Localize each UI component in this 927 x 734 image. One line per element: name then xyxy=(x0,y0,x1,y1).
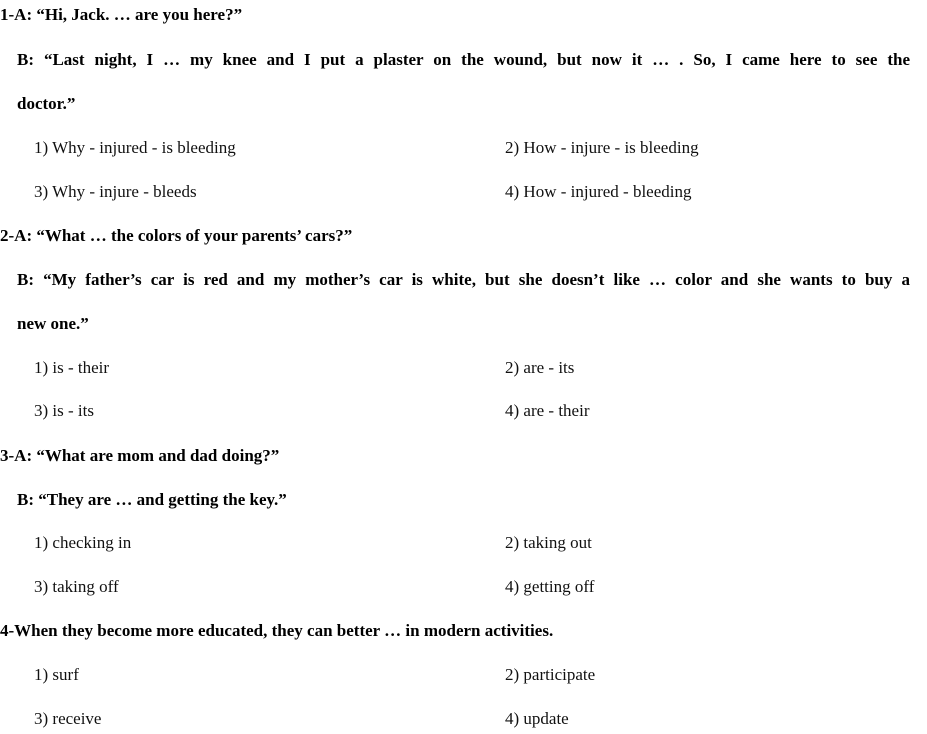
question-1-response-line-2: doctor.” xyxy=(17,94,76,113)
question-2-response-line-2: new one.” xyxy=(17,314,89,333)
question-3-option-2[interactable]: 2) taking out xyxy=(505,533,592,552)
question-1-response-line-1: B: “Last night, I … my knee and I put a plaster on the wound, but now it … . So, I came here to see the xyxy=(17,50,910,69)
question-4-prompt: 4-When they become more educated, they can better … in modern activities. xyxy=(0,621,554,640)
question-2-option-2[interactable]: 2) are - its xyxy=(505,358,575,377)
question-2-response-line-1: B: “My father’s car is red and my mother’s car is white, but she doesn’t like … color and she wants to buy a xyxy=(17,270,910,289)
question-4-option-3[interactable]: 3) receive xyxy=(34,709,102,728)
question-4-option-1[interactable]: 1) surf xyxy=(34,665,79,684)
question-1-option-3[interactable]: 3) Why - injure - bleeds xyxy=(34,182,197,201)
question-3-response-line-1: B: “They are … and getting the key.” xyxy=(17,490,287,509)
question-1-option-1[interactable]: 1) Why - injured - is bleeding xyxy=(34,138,236,157)
question-2-option-1[interactable]: 1) is - their xyxy=(34,358,110,377)
question-2-option-4[interactable]: 4) are - their xyxy=(505,401,590,420)
question-1-option-4[interactable]: 4) How - injured - bleeding xyxy=(505,182,692,201)
question-3-option-1[interactable]: 1) checking in xyxy=(34,533,132,552)
question-4-option-2[interactable]: 2) participate xyxy=(505,665,596,684)
question-3-prompt: 3-A: “What are mom and dad doing?” xyxy=(0,446,280,465)
question-3-option-4[interactable]: 4) getting off xyxy=(505,577,595,596)
question-1-option-2[interactable]: 2) How - injure - is bleeding xyxy=(505,138,699,157)
question-1-prompt: 1-A: “Hi, Jack. … are you here?” xyxy=(0,5,243,24)
question-3-option-3[interactable]: 3) taking off xyxy=(34,577,119,596)
question-2-prompt: 2-A: “What … the colors of your parents’ cars?” xyxy=(0,226,353,245)
question-2-option-3[interactable]: 3) is - its xyxy=(34,401,94,420)
question-4-option-4[interactable]: 4) update xyxy=(505,709,569,728)
